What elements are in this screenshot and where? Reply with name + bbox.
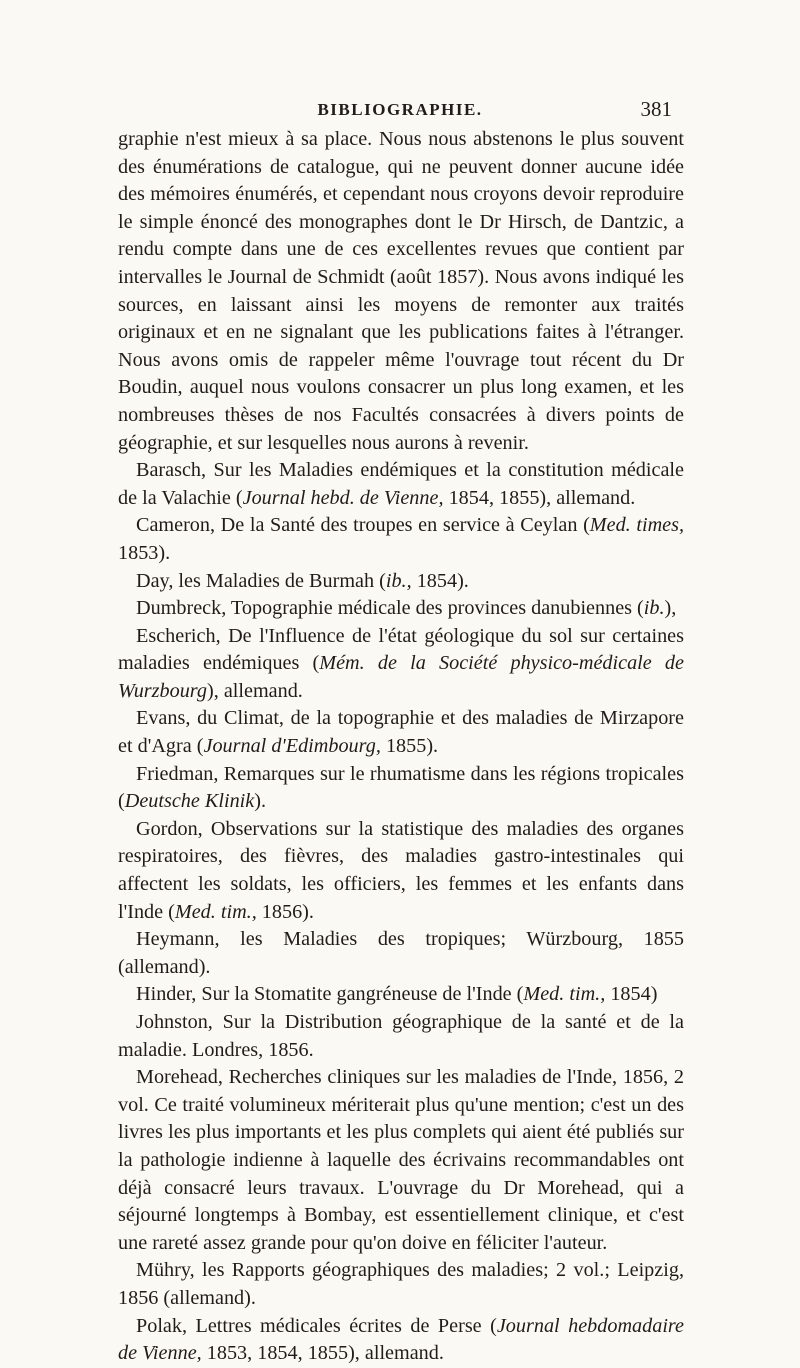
entry-text: 1854). (411, 569, 469, 592)
entry-source: Med. tim., (523, 983, 606, 1006)
entry-text: Day, les Maladies de Burmah ( (136, 569, 386, 592)
entry-text: Evans, du Climat, de la topographie et des maladies de Mirzapore et d'Agra ( (118, 707, 684, 758)
entry-text: 1856). (256, 900, 314, 923)
entry-text: ). (254, 790, 267, 813)
entry-source: Deutsche Klinik (124, 790, 255, 813)
entry-text: Hinder, Sur la Stomatite gangréneuse de l'Inde ( (136, 983, 524, 1006)
bibliography-entry (118, 595, 684, 623)
entry-source: Med. times, (589, 514, 685, 537)
entry-text: 1853, 1854, 1855), allemand. (201, 1342, 444, 1365)
entry-text: Gordon, Observations sur la statistique des maladies des organes respiratoires, des fièvres, des maladies gastro-intestinales qui affectent les soldats, les officiers, les femmes et les enfants dans l'Inde ( (118, 817, 684, 923)
bibliography-entry (118, 623, 684, 706)
bibliography-entry (118, 705, 684, 760)
entry-text: Mühry, les Rapports géographiques des maladies; 2 vol.; Leipzig, 1856 (allemand). (118, 1259, 684, 1309)
entry-text: Barasch, Sur les Maladies endémiques et la constitution médicale de la Valachie ( (118, 459, 684, 509)
entry-source: Journal hebd. de Vienne, (242, 486, 444, 509)
entry-text: 1855). (380, 735, 439, 758)
entry-text: Dumbreck, Topographie médicale des provinces danubiennes ( (136, 597, 644, 620)
bibliography-entry (118, 926, 684, 981)
entry-source: Journal hebdomadaire de Vienne, (118, 1314, 684, 1365)
entry-text: Morehead, Recherches cliniques sur les maladies de l'Inde, 1856, 2 vol. Ce traité volumineux mériterait plus qu'une mention; c'est un des livres les plus importants et les plus complets qui aient été publiés sur la pathologie indienne à laquelle des écrivains recommandables ont déjà consacré leurs travaux. L'ouvrage du Dr Morehead, qui a séjourné longtemps à Bombay, est essentiellement clinique, et c'est une rareté assez grande pour qu'on doive en féliciter l'auteur. (118, 1066, 684, 1254)
entry-text: Johnston, Sur la Distribution géographique de la santé et de la maladie. Londres, 1856. (118, 1011, 684, 1061)
bibliography-entry (118, 1313, 684, 1368)
entry-text: 1854, 1855), allemand. (443, 486, 636, 509)
bibliography-entry (118, 512, 684, 567)
entry-source: ib., (385, 569, 412, 592)
bibliography-entry (118, 1064, 684, 1257)
entry-source: Journal d'Edimbourg, (203, 735, 381, 758)
page-number: 381 (640, 97, 672, 121)
entry-source: Med. tim., (174, 900, 257, 923)
entry-source: ib. (643, 597, 665, 620)
entry-text: ), (664, 597, 677, 620)
entry-text: Cameron, De la Santé des troupes en service à Ceylan ( (136, 514, 590, 537)
entry-text: Escherich, De l'Influence de l'état géologique du sol sur certaines maladies endémiques ( (118, 624, 684, 675)
entry-text: Polak, Lettres médicales écrites de Perse ( (136, 1314, 497, 1337)
running-title: BIBLIOGRAPHIE. (317, 100, 483, 119)
bibliography-entry (118, 1009, 684, 1064)
entry-text: Heymann, les Maladies des tropiques; Würzbourg, 1855 (allemand). (118, 928, 684, 978)
bibliography-entry (118, 761, 684, 816)
page-header (0, 97, 800, 124)
bibliography-entry (118, 816, 684, 926)
entry-text: Friedman, Remarques sur le rhumatisme dans les régions tropicales ( (118, 762, 684, 813)
bibliography-entry (118, 568, 684, 596)
page-body (118, 126, 684, 1368)
bibliography-entry (118, 981, 684, 1009)
entry-text: ), allemand. (207, 679, 303, 702)
intro-paragraph: graphie n'est mieux à sa place. Nous nous abstenons le plus souvent des énumérations de catalogue, qui ne peuvent donner aucune idée des mémoires énumérés, et cependant nous croyons devoir reproduire le simple énoncé des monographes dont le Dr Hirsch, de Dantzic, a rendu compte dans une de ces excellentes revues que contient par intervalles le Journal de Schmidt (août 1857). Nous avons indiqué les sources, en laissant ainsi les moyens de remonter aux traités originaux et en ne signalant que les publications faites à l'étranger. Nous avons omis de rappeler même l'ouvrage tout récent du Dr Boudin, auquel nous voulons consacrer un plus long examen, et les nombreuses thèses de nos Facultés consacrées à divers points de géographie, et sur lesquelles nous aurons à revenir. (118, 128, 684, 454)
entry-source: Mém. de la Société physico-médicale de Wurzbourg (118, 652, 684, 702)
bibliography-entry (118, 1257, 684, 1312)
entry-text: 1854) (605, 983, 658, 1006)
bibliography-entry (118, 457, 684, 512)
entry-text: 1853). (118, 541, 171, 564)
